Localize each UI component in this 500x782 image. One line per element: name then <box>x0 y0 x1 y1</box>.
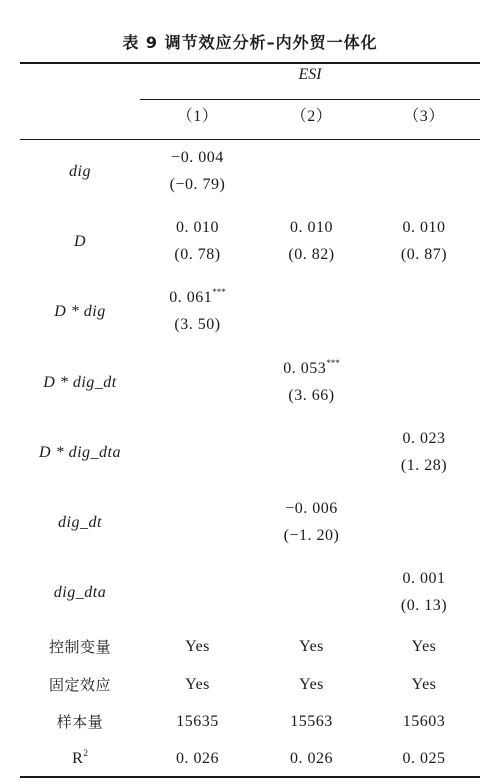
coef-cell <box>140 286 255 310</box>
coef-value: −0. 004 <box>171 149 224 166</box>
coef-value: 0. 061 <box>169 289 213 306</box>
footer-value: Yes <box>185 676 210 693</box>
footer-value: 0. 025 <box>402 750 446 767</box>
row-label: D <box>73 233 87 250</box>
se-cell: (0. 82) <box>288 246 335 263</box>
header-rule <box>20 139 480 140</box>
r-squared-exponent: 2 <box>83 748 88 758</box>
row-label: D * dig_dta <box>39 444 121 461</box>
r-squared-base: R <box>72 750 84 767</box>
coef-value: 0. 010 <box>402 219 446 236</box>
footer-value: Yes <box>411 638 437 655</box>
bottom-rule <box>20 776 480 778</box>
footer-value: Yes <box>411 676 437 693</box>
coef-value: −0. 006 <box>285 500 338 517</box>
column-header-2: （2） <box>290 108 333 125</box>
se-cell: (1. 28) <box>400 457 448 474</box>
coef-cell <box>140 216 255 240</box>
spanner-rule <box>140 99 480 100</box>
row-label: D * dig <box>54 303 106 320</box>
footer-label-fixed-effects: 固定效应 <box>48 676 111 694</box>
significance-stars: *** <box>326 358 340 368</box>
coef-cell <box>140 146 255 170</box>
footer-value: Yes <box>185 638 210 655</box>
coef-value: 0. 010 <box>176 219 219 236</box>
footer-value: 15563 <box>290 713 333 730</box>
significance-stars: *** <box>212 287 226 297</box>
row-label: dig_dt <box>58 514 102 531</box>
row-label: dig_dta <box>53 584 107 601</box>
se-cell: (−0. 79) <box>169 176 226 193</box>
footer-label-sample-size: 样本量 <box>56 713 104 731</box>
se-cell: (0. 87) <box>400 246 448 263</box>
coef-value: 0. 001 <box>402 570 446 587</box>
coef-cell <box>255 357 368 381</box>
footer-label-controls: 控制变量 <box>48 638 111 656</box>
footer-label-r-squared <box>20 747 140 771</box>
coef-value: 0. 053 <box>283 360 327 377</box>
coef-cell <box>368 427 480 451</box>
column-header-3: （3） <box>403 108 445 125</box>
se-cell: (3. 50) <box>174 316 221 333</box>
footer-value: 0. 026 <box>290 750 333 767</box>
se-cell: (−1. 20) <box>283 527 340 544</box>
footer-value: 0. 026 <box>176 750 219 767</box>
coef-value: 0. 023 <box>402 430 446 447</box>
se-cell: (0. 13) <box>400 597 448 614</box>
column-header-1: （1） <box>176 108 219 125</box>
footer-value: 15635 <box>176 713 219 730</box>
coef-cell <box>368 216 480 240</box>
top-rule <box>20 62 480 64</box>
coef-cell <box>368 567 480 591</box>
row-label: D * dig_dt <box>43 374 117 391</box>
dependent-variable-header: ESI <box>298 66 322 83</box>
coef-value: 0. 010 <box>290 219 333 236</box>
coef-cell <box>255 216 368 240</box>
footer-value: 15603 <box>402 713 446 730</box>
row-label: dig <box>69 163 91 180</box>
se-cell: (3. 66) <box>288 387 335 404</box>
table-title: 表 9 调节效应分析–内外贸一体化 <box>122 33 378 52</box>
se-cell: (0. 78) <box>174 246 221 263</box>
footer-value: Yes <box>299 638 324 655</box>
footer-value: Yes <box>299 676 324 693</box>
coef-cell <box>255 497 368 521</box>
